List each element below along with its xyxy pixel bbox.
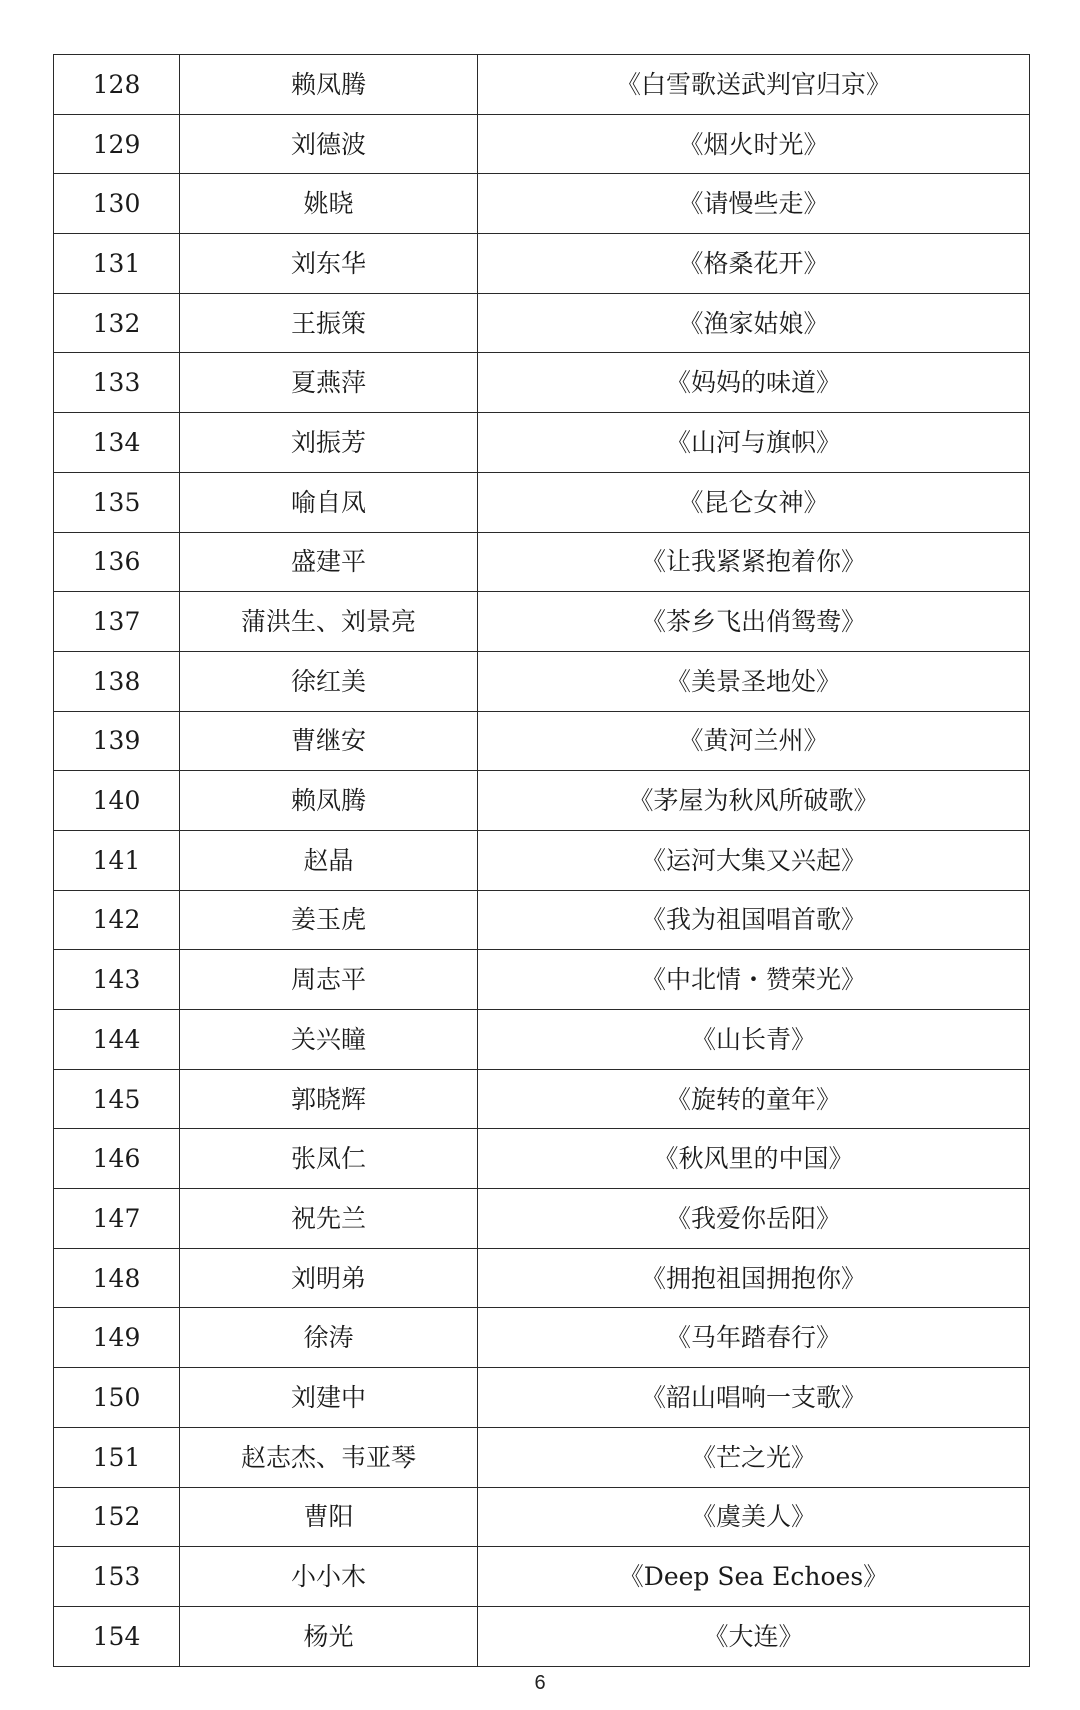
table-row <box>54 1487 1030 1547</box>
table-row <box>54 711 1030 771</box>
entry-author: 刘德波 <box>180 114 478 174</box>
entry-author: 赵晶 <box>180 830 478 890</box>
entry-title: 《大连》 <box>478 1606 1030 1666</box>
table-row <box>54 1010 1030 1070</box>
entry-number: 137 <box>54 592 180 652</box>
entry-number: 129 <box>54 114 180 174</box>
entry-number: 152 <box>54 1487 180 1547</box>
entry-author: 郭晓辉 <box>180 1069 478 1129</box>
entry-title: 《芒之光》 <box>478 1427 1030 1487</box>
entry-title: 《运河大集又兴起》 <box>478 830 1030 890</box>
entry-title: 《茅屋为秋风所破歌》 <box>478 771 1030 831</box>
table-row <box>54 293 1030 353</box>
entry-title: 《白雪歌送武判官归京》 <box>478 55 1030 115</box>
entry-author: 刘建中 <box>180 1368 478 1428</box>
entries-table-body <box>54 55 1030 1667</box>
entry-title: 《秋风里的中国》 <box>478 1129 1030 1189</box>
entry-number: 140 <box>54 771 180 831</box>
entry-title: 《韶山唱响一支歌》 <box>478 1368 1030 1428</box>
entry-title: 《旋转的童年》 <box>478 1069 1030 1129</box>
entry-title: 《渔家姑娘》 <box>478 293 1030 353</box>
entry-author: 盛建平 <box>180 532 478 592</box>
entry-number: 143 <box>54 950 180 1010</box>
entry-author: 姚晓 <box>180 174 478 234</box>
entry-title: 《山长青》 <box>478 1010 1030 1070</box>
entry-title: 《拥抱祖国拥抱你》 <box>478 1248 1030 1308</box>
entry-title: 《马年踏春行》 <box>478 1308 1030 1368</box>
table-row <box>54 592 1030 652</box>
entry-number: 132 <box>54 293 180 353</box>
table-row <box>54 771 1030 831</box>
entry-author: 曹阳 <box>180 1487 478 1547</box>
entry-title: 《妈妈的味道》 <box>478 353 1030 413</box>
entry-author: 曹继安 <box>180 711 478 771</box>
entry-author: 姜玉虎 <box>180 890 478 950</box>
entry-title: 《烟火时光》 <box>478 114 1030 174</box>
entry-author: 刘东华 <box>180 234 478 294</box>
table-row <box>54 890 1030 950</box>
table-row <box>54 55 1030 115</box>
table-row <box>54 830 1030 890</box>
table-row <box>54 1069 1030 1129</box>
entry-title: 《茶乡飞出俏鸳鸯》 <box>478 592 1030 652</box>
entry-number: 145 <box>54 1069 180 1129</box>
table-row <box>54 1189 1030 1249</box>
entry-author: 关兴瞳 <box>180 1010 478 1070</box>
entry-title: 《请慢些走》 <box>478 174 1030 234</box>
page-number: 6 <box>534 1672 546 1694</box>
table-row <box>54 1308 1030 1368</box>
entry-number: 130 <box>54 174 180 234</box>
entry-author: 杨光 <box>180 1606 478 1666</box>
entry-author: 张凤仁 <box>180 1129 478 1189</box>
entry-title: 《虞美人》 <box>478 1487 1030 1547</box>
entry-number: 135 <box>54 472 180 532</box>
entry-number: 139 <box>54 711 180 771</box>
entry-author: 赵志杰、韦亚琴 <box>180 1427 478 1487</box>
entry-number: 136 <box>54 532 180 592</box>
entry-author: 刘明弟 <box>180 1248 478 1308</box>
entry-author: 赖凤腾 <box>180 55 478 115</box>
table-row <box>54 353 1030 413</box>
entry-number: 144 <box>54 1010 180 1070</box>
entry-number: 128 <box>54 55 180 115</box>
entry-number: 151 <box>54 1427 180 1487</box>
table-row <box>54 532 1030 592</box>
entry-number: 138 <box>54 651 180 711</box>
entry-number: 134 <box>54 413 180 473</box>
table-row <box>54 1606 1030 1666</box>
table-row <box>54 413 1030 473</box>
entry-author: 喻自凤 <box>180 472 478 532</box>
entry-title: 《美景圣地处》 <box>478 651 1030 711</box>
entry-author: 王振策 <box>180 293 478 353</box>
entry-number: 149 <box>54 1308 180 1368</box>
entry-number: 150 <box>54 1368 180 1428</box>
entry-author: 徐涛 <box>180 1308 478 1368</box>
entry-number: 146 <box>54 1129 180 1189</box>
table-row <box>54 1248 1030 1308</box>
entry-title: 《我爱你岳阳》 <box>478 1189 1030 1249</box>
entry-number: 141 <box>54 830 180 890</box>
entry-number: 154 <box>54 1606 180 1666</box>
entry-title: 《Deep Sea Echoes》 <box>478 1547 1030 1607</box>
entry-title: 《让我紧紧抱着你》 <box>478 532 1030 592</box>
entry-title: 《中北情・赞荣光》 <box>478 950 1030 1010</box>
table-row <box>54 114 1030 174</box>
entry-number: 147 <box>54 1189 180 1249</box>
table-row <box>54 234 1030 294</box>
entry-number: 133 <box>54 353 180 413</box>
entries-table <box>53 54 1030 1667</box>
entry-author: 小小木 <box>180 1547 478 1607</box>
entry-title: 《我为祖国唱首歌》 <box>478 890 1030 950</box>
entry-author: 赖凤腾 <box>180 771 478 831</box>
entry-title: 《山河与旗帜》 <box>478 413 1030 473</box>
entry-author: 刘振芳 <box>180 413 478 473</box>
entry-title: 《昆仑女神》 <box>478 472 1030 532</box>
table-row <box>54 651 1030 711</box>
entry-author: 徐红美 <box>180 651 478 711</box>
entry-author: 周志平 <box>180 950 478 1010</box>
table-row <box>54 472 1030 532</box>
entry-author: 蒲洪生、刘景亮 <box>180 592 478 652</box>
entry-number: 142 <box>54 890 180 950</box>
entry-title: 《格桑花开》 <box>478 234 1030 294</box>
entry-number: 148 <box>54 1248 180 1308</box>
table-row <box>54 1547 1030 1607</box>
table-row <box>54 1368 1030 1428</box>
entry-number: 131 <box>54 234 180 294</box>
table-row <box>54 1427 1030 1487</box>
entry-title: 《黄河兰州》 <box>478 711 1030 771</box>
entry-author: 夏燕萍 <box>180 353 478 413</box>
entry-number: 153 <box>54 1547 180 1607</box>
table-row <box>54 1129 1030 1189</box>
entry-author: 祝先兰 <box>180 1189 478 1249</box>
table-row <box>54 174 1030 234</box>
table-row <box>54 950 1030 1010</box>
